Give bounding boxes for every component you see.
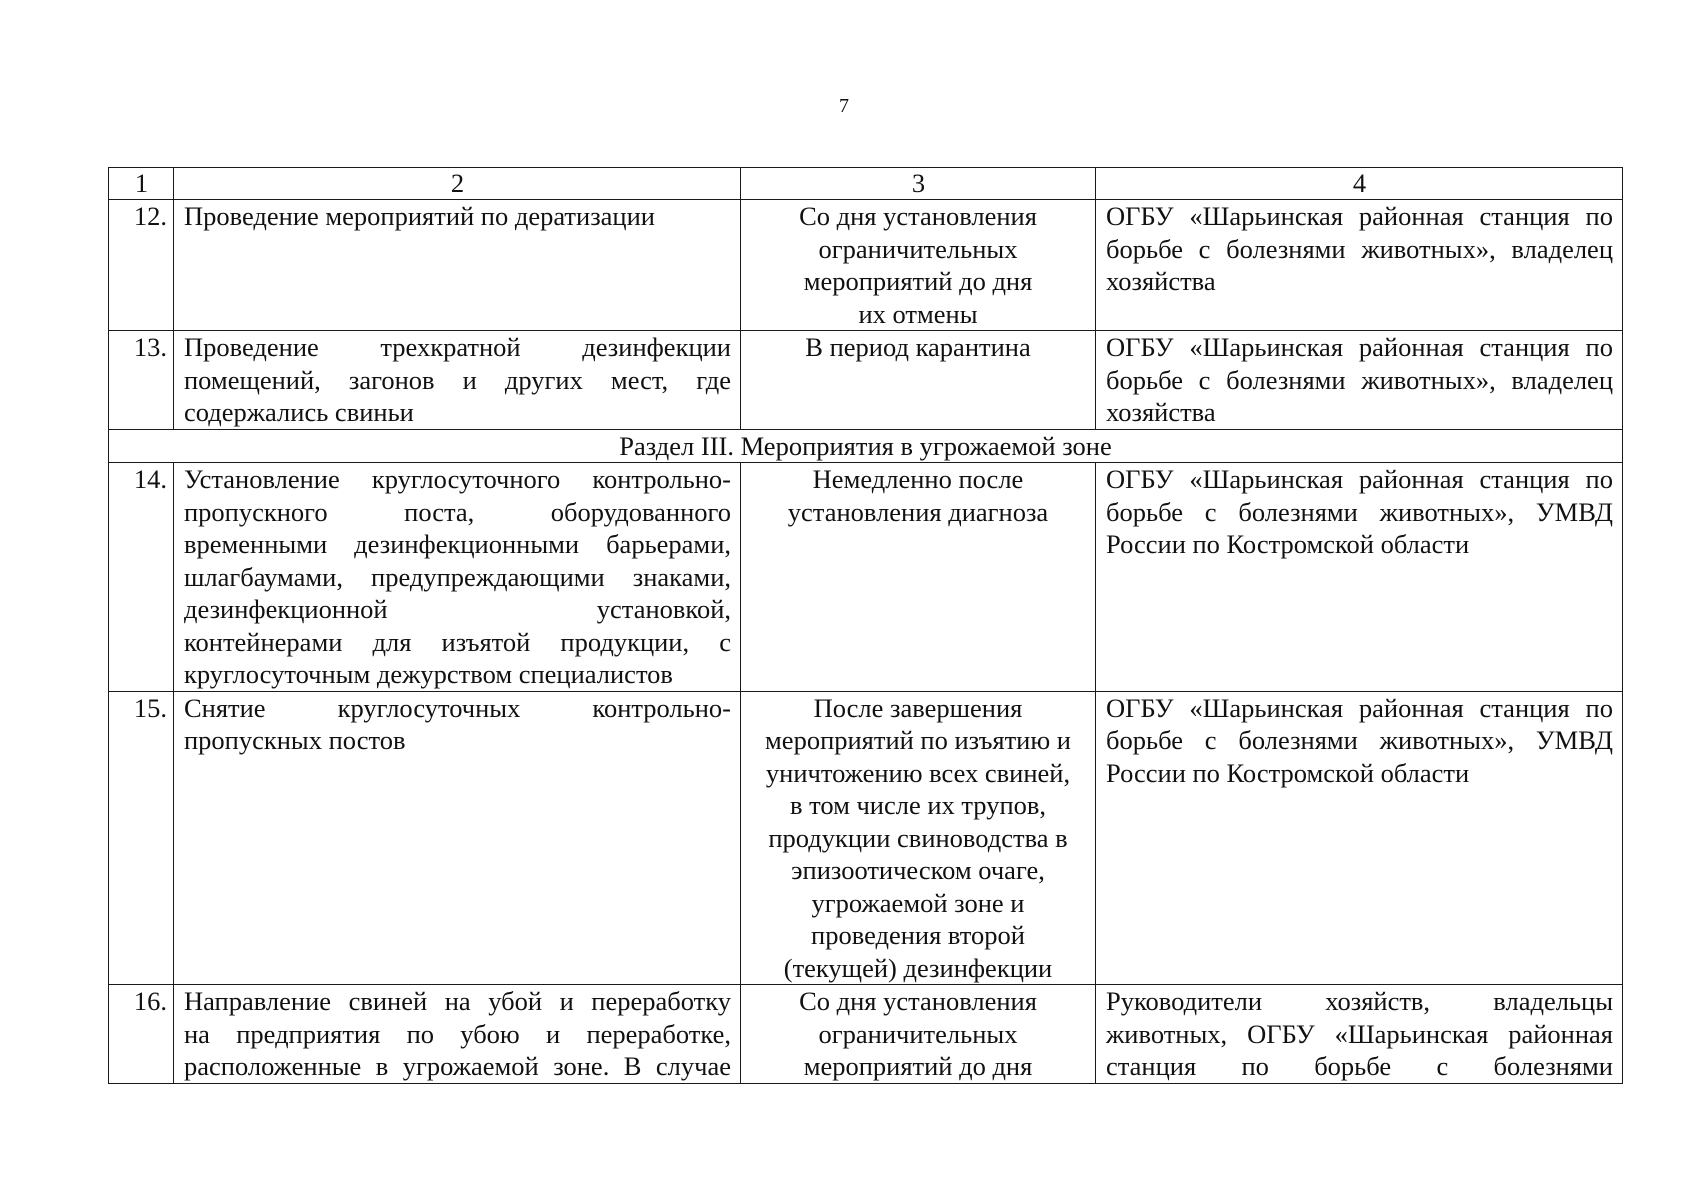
timing-line: (текущей) дезинфекции (783, 952, 1053, 983)
responsible-line: хозяйства (1106, 397, 1216, 427)
action-line: пропускных постов (184, 725, 406, 755)
column-header-3: 3 (741, 168, 1096, 200)
timing-cell (741, 331, 1096, 430)
table-row (109, 691, 1623, 985)
table-row (109, 985, 1623, 1084)
responsible-cell (1096, 691, 1623, 985)
responsible-line: ОГБУ «Шарьинская районная станция по (1106, 692, 1613, 723)
timing-line: мероприятий до дня (803, 1051, 1033, 1081)
timing-cell (741, 463, 1096, 692)
timing-line: проведения второй (811, 920, 1025, 950)
timing-line: в том числе их трупов, (789, 790, 1047, 820)
responsible-cell (1096, 331, 1623, 430)
action-cell (174, 200, 741, 331)
row-number: 15. (109, 691, 174, 985)
timing-line: мероприятий до дня (803, 266, 1033, 296)
timing-cell (741, 200, 1096, 331)
responsible-line: ОГБУ «Шарьинская районная станция по (1106, 464, 1613, 494)
timing-line: После завершения (813, 692, 1023, 723)
responsible-line: Руководители хозяйств, владельцы (1106, 986, 1613, 1016)
responsible-line: России по Костромской области (1106, 529, 1470, 559)
action-cell (174, 331, 741, 430)
timing-line: ограничительных (818, 1018, 1018, 1049)
action-line: дезинфекционной установкой, (184, 594, 731, 624)
column-header-2: 2 (174, 168, 741, 200)
responsible-line: хозяйства (1106, 266, 1216, 296)
responsible-cell (1096, 463, 1623, 692)
responsible-line: ОГБУ «Шарьинская районная станция по (1106, 201, 1613, 231)
timing-line: Со дня установления (799, 201, 1037, 231)
row-number: 13. (109, 331, 174, 430)
responsible-line: ОГБУ «Шарьинская районная станция по (1106, 332, 1613, 362)
timing-cell (741, 691, 1096, 985)
responsible-line: борьбе с болезнями животных», владелец (1106, 364, 1613, 395)
timing-line: уничтожению всех свиней, (765, 757, 1071, 788)
action-line: временными дезинфекционными барьерами, (184, 529, 731, 559)
action-line: помещений, загонов и других мест, где (184, 364, 731, 395)
action-cell (174, 463, 741, 692)
section-row (109, 429, 1623, 463)
action-line: контейнерами для изъятой продукции, с (184, 626, 731, 657)
responsible-line: станция по борьбе с болезнями (1106, 1051, 1613, 1081)
timing-line: установления диагноза (787, 496, 1049, 527)
responsible-line: борьбе с болезнями животных», УМВД (1106, 496, 1613, 527)
responsible-cell (1096, 985, 1623, 1084)
page-number: 7 (839, 95, 849, 117)
action-line: Проведение мероприятий по дератизации (184, 201, 655, 231)
action-cell (174, 691, 741, 985)
action-line: круглосуточным дежурством специалистов (184, 659, 673, 689)
action-line: содержались свиньи (184, 397, 414, 427)
action-line: Снятие круглосуточных контрольно- (184, 692, 731, 723)
timing-line: угрожаемой зоне и (811, 887, 1025, 918)
responsible-cell (1096, 200, 1623, 331)
row-number: 16. (109, 985, 174, 1084)
table-row (109, 331, 1623, 430)
measures-table (108, 167, 1623, 1084)
responsible-line: борьбе с болезнями животных», владелец (1106, 233, 1613, 264)
timing-line: их отмены (858, 298, 978, 329)
action-line: на предприятия по убою и переработке, (184, 1018, 731, 1049)
action-line: Установление круглосуточного контрольно- (184, 464, 731, 494)
action-cell (174, 985, 741, 1084)
timing-line: продукции свиноводства в (768, 822, 1068, 853)
responsible-line: животных, ОГБУ «Шарьинская районная (1106, 1018, 1613, 1049)
column-header-4: 4 (1096, 168, 1623, 200)
timing-line: эпизоотическом очаге, (791, 855, 1045, 885)
timing-line: Со дня установления (799, 986, 1037, 1016)
action-line: расположенные в угрожаемой зоне. В случае (184, 1051, 731, 1081)
action-line: Проведение трехкратной дезинфекции (184, 332, 731, 362)
action-line: шлагбаумами, предупреждающими знаками, (184, 561, 731, 592)
responsible-line: России по Костромской области (1106, 757, 1470, 788)
timing-line: ограничительных (818, 233, 1018, 264)
column-header-1: 1 (109, 168, 174, 200)
table-header-row (109, 168, 1623, 200)
section-title: Раздел III. Мероприятия в угрожаемой зоне (109, 429, 1623, 463)
timing-line: Немедленно после (812, 464, 1024, 494)
action-line: пропускного поста, оборудованного (184, 496, 731, 527)
row-number: 12. (109, 200, 174, 331)
timing-line: В период карантина (805, 332, 1031, 362)
timing-line: мероприятий по изъятию и (765, 725, 1071, 755)
table-row (109, 200, 1623, 331)
table-row (109, 463, 1623, 692)
timing-cell (741, 985, 1096, 1084)
responsible-line: борьбе с болезнями животных», УМВД (1106, 725, 1613, 755)
row-number: 14. (109, 463, 174, 692)
action-line: Направление свиней на убой и переработку (184, 986, 731, 1016)
